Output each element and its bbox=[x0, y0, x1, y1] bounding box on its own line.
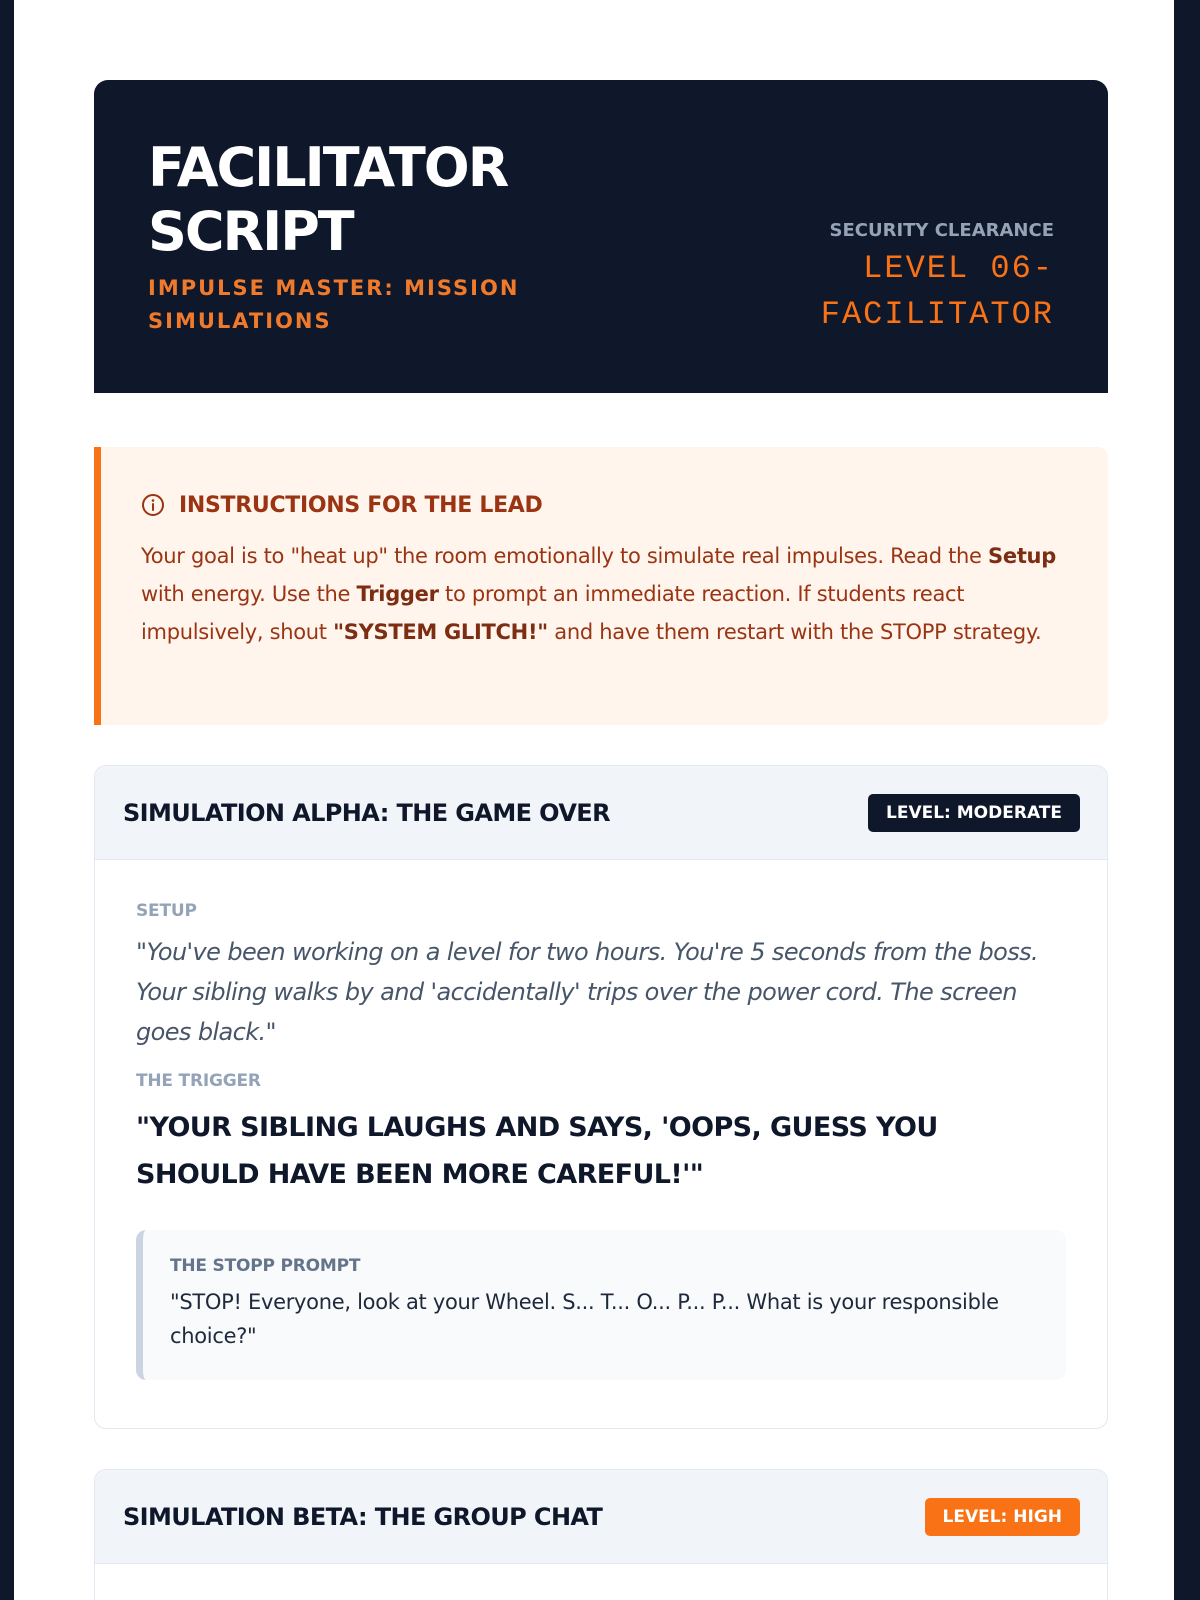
setup-text: "You've been working on a level for two hours. You're 5 seconds from the boss. Your sibling walks by and 'accidentally' trips over the power cord. The screen goes black." bbox=[136, 938, 1039, 1046]
simulation-title: SIMULATION ALPHA: THE GAME OVER bbox=[123, 798, 610, 827]
instructions-text: to prompt an immediate reaction. If students react impulsively, shout bbox=[141, 582, 965, 644]
security-clearance bbox=[814, 220, 1054, 338]
setup-emphasis: Setup bbox=[988, 544, 1056, 568]
stopp-text: "STOP! Everyone, look at your Wheel. S... T... O... P... P... What is your responsible choice?" bbox=[170, 1290, 999, 1348]
header-banner bbox=[94, 80, 1108, 393]
clearance-value: LEVEL 06-FACILITATOR bbox=[820, 250, 1054, 333]
content bbox=[94, 80, 1108, 1600]
instructions-body bbox=[141, 537, 1064, 651]
simulation-header bbox=[95, 766, 1107, 860]
trigger-text: "YOUR SIBLING LAUGHS AND SAYS, 'OOPS, GUESS YOU SHOULD HAVE BEEN MORE CAREFUL!'" bbox=[136, 1112, 938, 1190]
instructions-text: and have them restart with the STOPP strategy. bbox=[547, 620, 1042, 644]
simulation-title: SIMULATION BETA: THE GROUP CHAT bbox=[123, 1502, 603, 1531]
simulation-header bbox=[95, 1470, 1107, 1564]
system-glitch-emphasis: "SYSTEM GLITCH!" bbox=[333, 620, 548, 644]
trigger-emphasis: Trigger bbox=[356, 582, 439, 606]
page-subtitle: IMPULSE MASTER: MISSION SIMULATIONS bbox=[148, 276, 520, 333]
instructions-text: with energy. Use the bbox=[141, 582, 357, 606]
instructions-text: Your goal is to "heat up" the room emotionally to simulate real impulses. Read the bbox=[141, 544, 989, 568]
simulation-card-beta bbox=[94, 1469, 1108, 1600]
info-icon bbox=[141, 493, 165, 517]
instructions-heading bbox=[141, 491, 1064, 519]
level-badge: LEVEL: MODERATE bbox=[868, 794, 1080, 832]
setup-label: SETUP bbox=[136, 901, 197, 921]
simulation-card-alpha bbox=[94, 765, 1108, 1429]
page-sheet bbox=[14, 0, 1174, 1600]
simulation-body bbox=[95, 860, 1107, 1380]
instructions-title: INSTRUCTIONS FOR THE LEAD bbox=[179, 492, 543, 518]
page-title: FACILITATOR SCRIPT bbox=[148, 136, 508, 263]
stopp-prompt-box bbox=[136, 1230, 1066, 1380]
instructions-panel bbox=[94, 447, 1108, 725]
level-badge: LEVEL: HIGH bbox=[925, 1498, 1081, 1536]
trigger-label: THE TRIGGER bbox=[136, 1071, 261, 1091]
stopp-label: THE STOPP PROMPT bbox=[170, 1256, 361, 1276]
clearance-label: SECURITY CLEARANCE bbox=[829, 220, 1054, 241]
